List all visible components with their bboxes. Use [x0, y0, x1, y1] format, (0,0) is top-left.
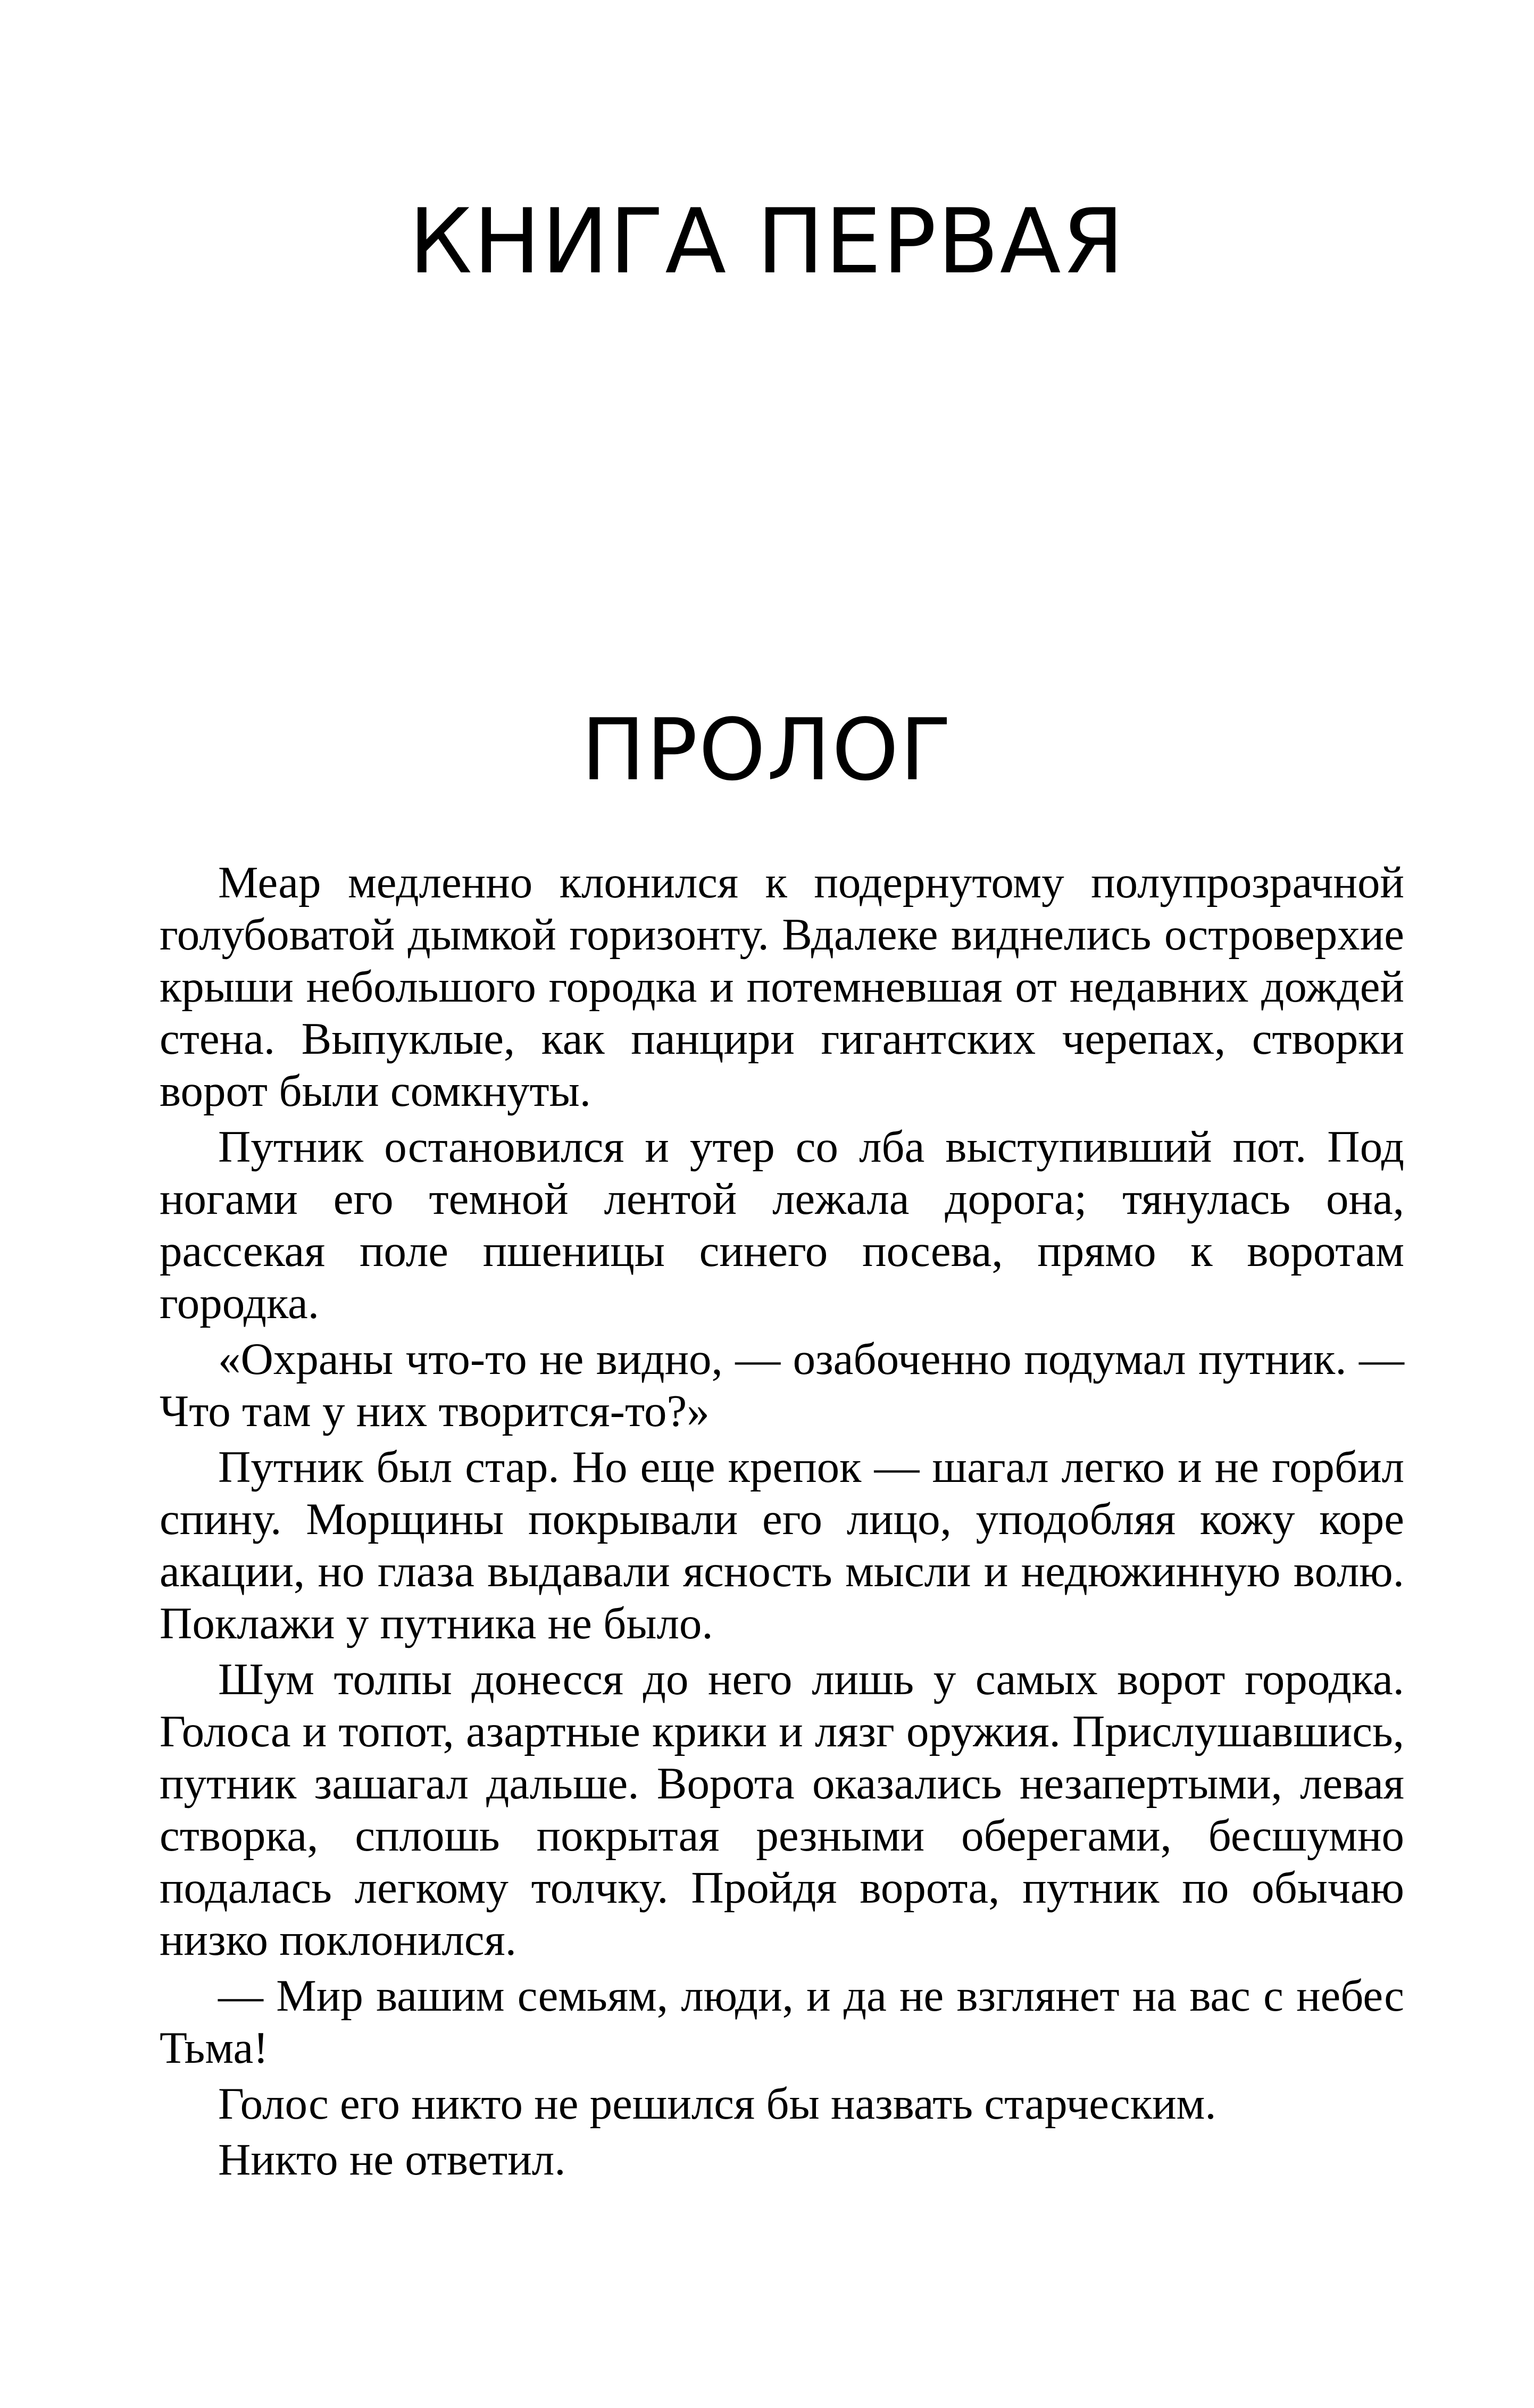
paragraph: — Мир вашим семьям, люди, и да не взглянет на вас с небес Тьма! [160, 1971, 1404, 2073]
section-title: ПРОЛОГ [581, 700, 953, 799]
paragraph: Голос его никто не решился бы назвать старческим. [218, 2079, 1216, 2129]
paragraph: Путник был стар. Но еще крепок — шагал легко и не горбил спину. Морщины покрывали его лицо, уподобляя кожу коре акации, но глаза выдавали ясность мысли и недюжинную волю. Поклажи у путника не было. [160, 1442, 1404, 1648]
body-text [160, 856, 1404, 2189]
paragraph: Меар медленно клонился к подернутому полупрозрачной голубоватой дымкой горизонту. Вдалеке виднелись островерхие крыши небольшого городка и потемневшая от недавних дождей стена. Выпуклые, как панцири гигантских черепах, створки ворот были сомкнуты. [160, 857, 1404, 1116]
book-title: КНИГА ПЕРВАЯ [408, 189, 1126, 294]
paragraph: Путник остановился и утер со лба выступивший пот. Под ногами его темной лентой лежала дорога; тянулась она, рассекая поле пшеницы синего посева, прямо к воротам городка. [160, 1122, 1404, 1328]
paragraph: Никто не ответил. [218, 2135, 566, 2185]
paragraph: «Охраны что-то не видно, — озабоченно подумал путник. — Что там у них творится-то?» [160, 1334, 1404, 1436]
paragraph: Шум толпы донесся до него лишь у самых ворот городка. Голоса и топот, азартные крики и лязг оружия. Прислушавшись, путник зашагал дальше. Ворота оказались незапертыми, левая створка, сплошь покрытая резными оберегами, бесшумно подалась легкому толчку. Пройдя ворота, путник по обычаю низко поклонился. [160, 1654, 1404, 1965]
